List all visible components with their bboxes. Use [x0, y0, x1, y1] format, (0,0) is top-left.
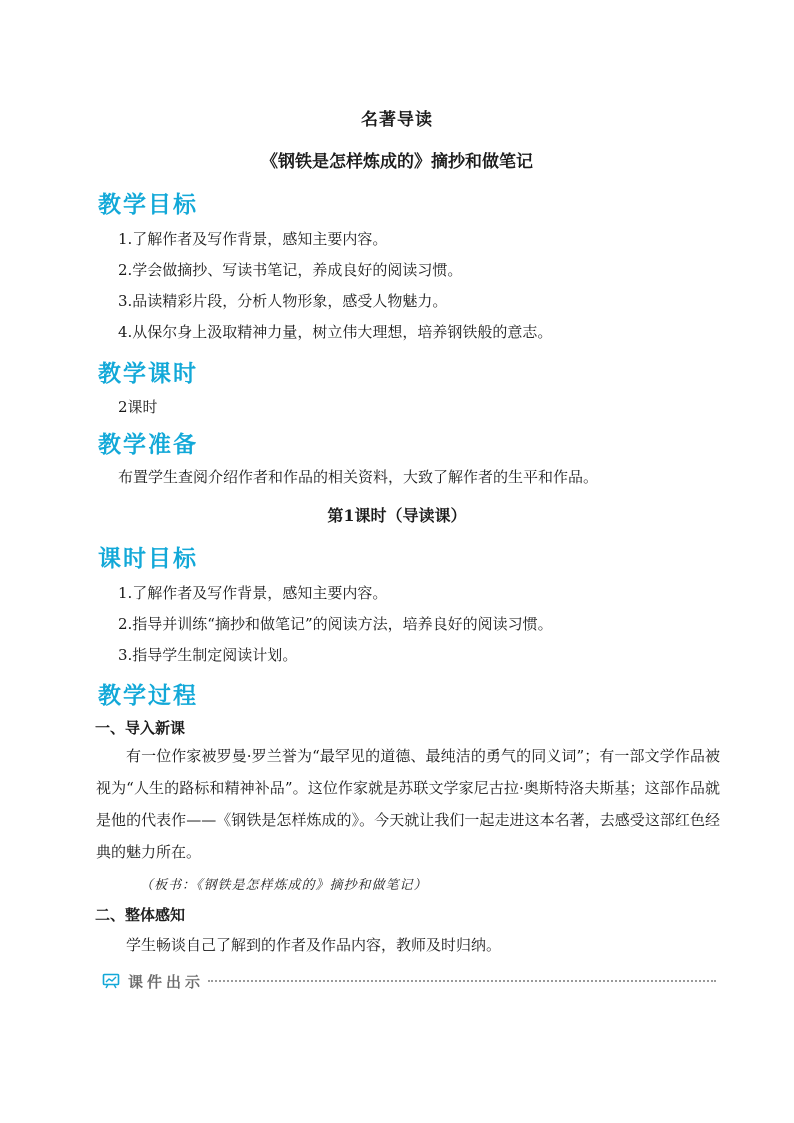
prep-heading: 教学准备: [98, 432, 198, 458]
dotted-divider: [208, 980, 716, 982]
part1-heading: 一、导入新课: [95, 719, 186, 737]
courseware-divider: [102, 970, 716, 992]
goal-item: 3.品读精彩片段，分析人物形象，感受人物魅力。: [118, 292, 448, 310]
page-title: 名著导读: [361, 110, 433, 130]
lesson-goal-item: 1.了解作者及写作背景，感知主要内容。: [118, 584, 388, 602]
lesson-goals-heading: 课时目标: [98, 546, 198, 572]
hours-heading: 教学课时: [98, 361, 198, 387]
page-subtitle: 《钢铁是怎样炼成的》摘抄和做笔记: [261, 152, 533, 172]
goal-item: 4.从保尔身上汲取精神力量，树立伟大理想，培养钢铁般的意志。: [118, 323, 553, 341]
lesson-title: 第1课时（导读课）: [327, 506, 467, 525]
lesson-goal-item: 3.指导学生制定阅读计划。: [118, 646, 298, 664]
hours-text: 2课时: [118, 398, 158, 416]
part1-paragraph: 有一位作家被罗曼·罗兰誉为“最罕见的道德、最纯洁的勇气的同义词”；有一部文学作品被视为“人生的路标和精神补品”。这位作家就是苏联文学家尼古拉·奥斯特洛夫斯基；这部作品就是他的代表作——《钢铁是怎样炼成的》。今天就让我们一起走进这本名著，去感受这部红色经典的魅力所在。: [96, 747, 720, 861]
part2-heading: 二、整体感知: [95, 906, 186, 924]
goal-item: 1.了解作者及写作背景，感知主要内容。: [118, 230, 388, 248]
board-note: （板书：《钢铁是怎样炼成的》摘抄和做笔记）: [140, 878, 428, 893]
lesson-goal-item: 2.指导并训练“摘抄和做笔记”的阅读方法，培养良好的阅读习惯。: [118, 615, 553, 633]
part2-paragraph: 学生畅谈自己了解到的作者及作品内容，教师及时归纳。: [126, 936, 502, 954]
courseware-label: 课件出示: [128, 972, 205, 991]
goals-heading: 教学目标: [98, 192, 198, 218]
process-heading: 教学过程: [98, 683, 198, 709]
prep-text: 布置学生查阅介绍作者和作品的相关资料，大致了解作者的生平和作品。: [118, 468, 599, 486]
presentation-board-icon: [102, 973, 120, 989]
goal-item: 2.学会做摘抄、写读书笔记，养成良好的阅读习惯。: [118, 261, 463, 279]
